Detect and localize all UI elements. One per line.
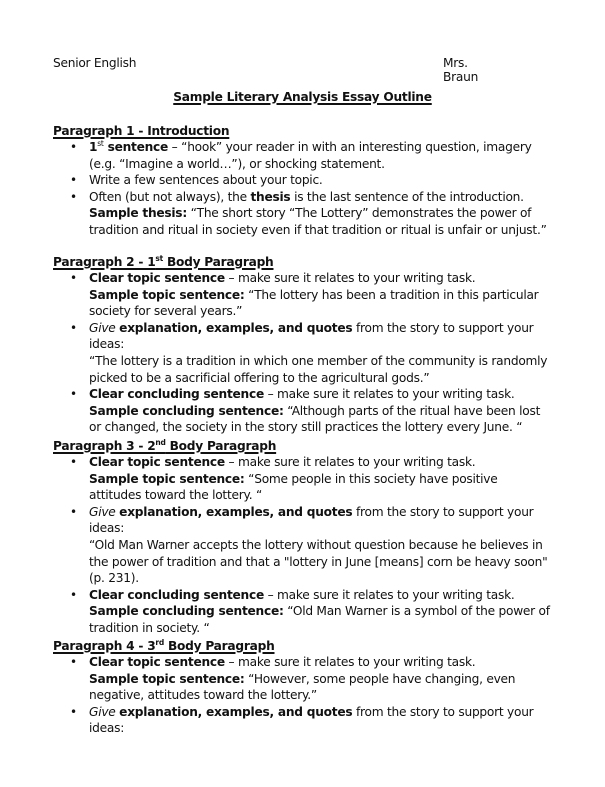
bullet-bold-text: Clear concluding sentence bbox=[89, 587, 264, 602]
document-title-container bbox=[0, 90, 605, 104]
section-heading bbox=[53, 123, 553, 139]
sample-text: “The lottery has been a tradition in this particular society for several years.” bbox=[89, 287, 539, 319]
bullet-text: – make sure it relates to your writing task. bbox=[263, 387, 515, 402]
sample-text: “Old Man Warner is a symbol of the power of tradition in society. “ bbox=[89, 604, 550, 635]
bullet-text: Give bbox=[89, 704, 120, 719]
bullet-bold-text: Clear topic sentence bbox=[89, 455, 225, 469]
superscript: st bbox=[155, 254, 163, 263]
bullet-item bbox=[53, 270, 553, 320]
quote-text: “The lottery is a tradition in which one member of the community is randomly picked to be a sacrificial offering to the agricultural gods.” bbox=[89, 353, 548, 385]
bullet-bold-text: Clear topic sentence bbox=[89, 271, 225, 285]
sample-text: “However, some people have changing, even negative, attitudes toward the lottery.” bbox=[89, 671, 516, 703]
superscript: rd bbox=[155, 638, 164, 647]
bullet-bold-text: 1 bbox=[89, 140, 98, 154]
bullet-list bbox=[53, 139, 553, 239]
bullet-bold-text: explanation, examples, and quotes bbox=[119, 320, 353, 335]
teacher-name: Mrs. Braun bbox=[443, 56, 479, 84]
bullet-text: – make sure it relates to your writing task. bbox=[224, 655, 476, 669]
bullet-bold-text: Clear topic sentence bbox=[89, 655, 225, 669]
section-heading-text: Body Paragraph bbox=[162, 255, 274, 269]
sample-text: “The short story “The Lottery” demonstrates the power of tradition and ritual in society even if that tradition or ritual is unfair or unjust.” bbox=[89, 206, 547, 237]
bullet-text: Give bbox=[89, 320, 120, 335]
section-paragraph-2 bbox=[53, 254, 553, 436]
bullet-list bbox=[53, 454, 553, 637]
sample-label: Sample topic sentence: bbox=[89, 287, 245, 302]
document-title: Sample Literary Analysis Essay Outline bbox=[173, 90, 432, 104]
section-paragraph-1 bbox=[53, 123, 553, 239]
bullet-bold-text: thesis bbox=[250, 189, 291, 204]
quote-text: “Old Man Warner accepts the lottery without question because he believes in the power of tradition and that a "lottery in June [means] corn be heavy soon" (p. 231). bbox=[89, 537, 548, 586]
document-header bbox=[53, 56, 505, 84]
section-heading bbox=[53, 438, 553, 454]
sample-text: “Some people in this society have positive attitudes toward the lottery. “ bbox=[89, 471, 498, 503]
bullet-text: Write a few sentences about your topic. bbox=[89, 173, 323, 188]
bullet-text: – make sure it relates to your writing task. bbox=[263, 587, 515, 602]
sample-label: Sample topic sentence: bbox=[89, 671, 245, 686]
bullet-bold-text: explanation, examples, and quotes bbox=[119, 504, 353, 519]
section-paragraph-4 bbox=[53, 638, 553, 737]
bullet-list bbox=[53, 270, 553, 436]
sample-label: Sample concluding sentence: bbox=[89, 403, 284, 418]
bullet-bold-text: explanation, examples, and quotes bbox=[119, 704, 353, 719]
bullet-text: is the last sentence of the introduction. bbox=[290, 189, 524, 204]
bullet-item bbox=[53, 704, 553, 737]
course-name: Senior English bbox=[53, 56, 137, 70]
bullet-list bbox=[53, 654, 553, 737]
section-heading-text: Paragraph 1 - Introduction bbox=[53, 124, 230, 138]
section-paragraph-3 bbox=[53, 438, 553, 637]
bullet-text: – “hook” your reader in with an interesting question, imagery (e.g. “Imagine a world…”), or shocking statement. bbox=[89, 140, 532, 171]
superscript: st bbox=[97, 139, 104, 148]
bullet-item bbox=[53, 386, 553, 436]
sample-label: Sample thesis: bbox=[89, 206, 187, 221]
section-heading bbox=[53, 638, 553, 654]
bullet-item bbox=[53, 454, 553, 504]
sample-label: Sample concluding sentence: bbox=[89, 604, 284, 619]
bullet-item bbox=[53, 504, 553, 587]
bullet-bold-text: sentence bbox=[103, 140, 169, 154]
bullet-text: from the story to support your ideas: bbox=[89, 504, 534, 536]
section-heading-text: Paragraph 4 - 3 bbox=[53, 639, 156, 653]
sample-label: Sample topic sentence: bbox=[89, 471, 245, 486]
bullet-bold-text: Clear concluding sentence bbox=[89, 387, 264, 402]
section-heading-text: Body Paragraph bbox=[165, 439, 277, 453]
bullet-text: Often (but not always), the bbox=[89, 189, 251, 204]
bullet-item bbox=[53, 189, 553, 239]
bullet-text: from the story to support your ideas: bbox=[89, 704, 534, 736]
bullet-item bbox=[53, 654, 553, 704]
superscript: nd bbox=[155, 438, 166, 447]
bullet-text: from the story to support your ideas: bbox=[89, 320, 534, 352]
section-heading-text: Body Paragraph bbox=[164, 639, 275, 653]
bullet-text: Give bbox=[89, 504, 120, 519]
bullet-item bbox=[53, 587, 553, 637]
bullet-item bbox=[53, 139, 553, 172]
sample-text: “Although parts of the ritual have been lost or changed, the society in the story still practices the lottery every June. “ bbox=[89, 403, 541, 435]
section-heading bbox=[53, 254, 553, 270]
bullet-text: – make sure it relates to your writing task. bbox=[224, 271, 476, 285]
bullet-item bbox=[53, 172, 553, 189]
bullet-item bbox=[53, 320, 553, 386]
section-heading-text: Paragraph 2 - 1 bbox=[53, 255, 156, 269]
bullet-text: – make sure it relates to your writing task. bbox=[224, 455, 476, 469]
section-heading-text: Paragraph 3 - 2 bbox=[53, 439, 156, 453]
